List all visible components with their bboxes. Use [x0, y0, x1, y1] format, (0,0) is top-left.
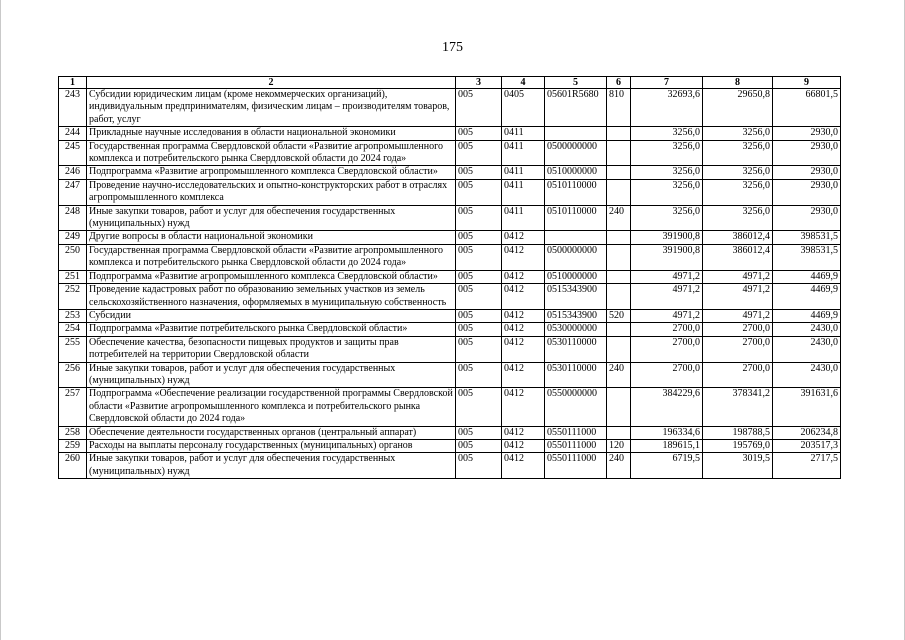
header-cell: 5 [545, 77, 607, 89]
amount-year-3-cell: 4469,9 [773, 309, 841, 322]
amount-year-1-cell: 3256,0 [631, 166, 703, 179]
item-name-cell: Подпрограмма «Обеспечение реализации государственной программы Свердловской области «Развитие агропромышленного комплекса и потребительского рынка Свердловской области до 2024 года» [87, 388, 456, 426]
amount-year-3-cell: 2930,0 [773, 205, 841, 231]
table-row [59, 205, 841, 231]
target-article-cell: 0530110000 [545, 336, 607, 362]
amount-year-2-cell: 3256,0 [703, 166, 773, 179]
header-cell: 9 [773, 77, 841, 89]
target-article-cell: 0500000000 [545, 140, 607, 166]
amount-year-2-cell: 2700,0 [703, 362, 773, 388]
expense-type-cell: 810 [607, 89, 631, 127]
expense-type-cell: 520 [607, 309, 631, 322]
expense-type-cell [607, 270, 631, 283]
row-number-cell: 256 [59, 362, 87, 388]
amount-year-3-cell: 66801,5 [773, 89, 841, 127]
expense-type-cell: 120 [607, 439, 631, 452]
section-code-cell: 0411 [502, 127, 545, 140]
row-number-cell: 244 [59, 127, 87, 140]
amount-year-3-cell: 2430,0 [773, 336, 841, 362]
row-number-cell: 252 [59, 284, 87, 310]
department-code-cell: 005 [456, 388, 502, 426]
target-article-cell: 0550111000 [545, 453, 607, 479]
row-number-cell: 254 [59, 323, 87, 336]
amount-year-2-cell: 3256,0 [703, 179, 773, 205]
target-article-cell: 0510000000 [545, 166, 607, 179]
department-code-cell: 005 [456, 362, 502, 388]
header-cell: 7 [631, 77, 703, 89]
amount-year-2-cell: 3019,5 [703, 453, 773, 479]
section-code-cell: 0412 [502, 270, 545, 283]
amount-year-2-cell: 198788,5 [703, 426, 773, 439]
amount-year-1-cell: 3256,0 [631, 205, 703, 231]
amount-year-2-cell: 2700,0 [703, 323, 773, 336]
table-header-row [59, 77, 841, 89]
department-code-cell: 005 [456, 140, 502, 166]
row-number-cell: 249 [59, 231, 87, 244]
department-code-cell: 005 [456, 127, 502, 140]
row-number-cell: 248 [59, 205, 87, 231]
item-name-cell: Субсидии юридическим лицам (кроме некоммерческих организаций), индивидуальным предпринимателям, физическим лицам – производителям товаров, работ, услуг [87, 89, 456, 127]
header-cell: 8 [703, 77, 773, 89]
amount-year-2-cell: 386012,4 [703, 231, 773, 244]
department-code-cell: 005 [456, 231, 502, 244]
amount-year-3-cell: 2930,0 [773, 166, 841, 179]
row-number-cell: 255 [59, 336, 87, 362]
table-row [59, 284, 841, 310]
row-number-cell: 259 [59, 439, 87, 452]
section-code-cell: 0405 [502, 89, 545, 127]
table-row [59, 362, 841, 388]
amount-year-3-cell: 2430,0 [773, 362, 841, 388]
item-name-cell: Иные закупки товаров, работ и услуг для обеспечения государственных (муниципальных) нужд [87, 205, 456, 231]
amount-year-1-cell: 2700,0 [631, 336, 703, 362]
table-row [59, 426, 841, 439]
amount-year-2-cell: 386012,4 [703, 244, 773, 270]
amount-year-1-cell: 4971,2 [631, 270, 703, 283]
target-article-cell: 05601R5680 [545, 89, 607, 127]
table-row [59, 336, 841, 362]
amount-year-3-cell: 4469,9 [773, 284, 841, 310]
department-code-cell: 005 [456, 179, 502, 205]
table-row [59, 127, 841, 140]
item-name-cell: Другие вопросы в области национальной экономики [87, 231, 456, 244]
expense-type-cell: 240 [607, 205, 631, 231]
page-left-edge [0, 0, 1, 640]
table-row [59, 231, 841, 244]
item-name-cell: Государственная программа Свердловской области «Развитие агропромышленного комплекса и потребительского рынка Свердловской области до 2024 года» [87, 244, 456, 270]
target-article-cell: 0515343900 [545, 309, 607, 322]
table-row [59, 89, 841, 127]
page-number: 175 [442, 40, 463, 55]
row-number-cell: 260 [59, 453, 87, 479]
section-code-cell: 0411 [502, 140, 545, 166]
expense-type-cell [607, 426, 631, 439]
row-number-cell: 246 [59, 166, 87, 179]
amount-year-3-cell: 2930,0 [773, 140, 841, 166]
amount-year-1-cell: 3256,0 [631, 179, 703, 205]
item-name-cell: Субсидии [87, 309, 456, 322]
header-cell: 3 [456, 77, 502, 89]
target-article-cell: 0530000000 [545, 323, 607, 336]
expense-type-cell [607, 284, 631, 310]
expense-type-cell [607, 323, 631, 336]
section-code-cell: 0412 [502, 426, 545, 439]
item-name-cell: Подпрограмма «Развитие агропромышленного комплекса Свердловской области» [87, 270, 456, 283]
section-code-cell: 0412 [502, 244, 545, 270]
amount-year-3-cell: 206234,8 [773, 426, 841, 439]
row-number-cell: 247 [59, 179, 87, 205]
row-number-cell: 253 [59, 309, 87, 322]
section-code-cell: 0411 [502, 179, 545, 205]
amount-year-3-cell: 2930,0 [773, 179, 841, 205]
section-code-cell: 0412 [502, 231, 545, 244]
target-article-cell: 0500000000 [545, 244, 607, 270]
amount-year-1-cell: 391900,8 [631, 244, 703, 270]
department-code-cell: 005 [456, 426, 502, 439]
amount-year-1-cell: 196334,6 [631, 426, 703, 439]
expense-type-cell: 240 [607, 453, 631, 479]
amount-year-2-cell: 29650,8 [703, 89, 773, 127]
header-cell: 6 [607, 77, 631, 89]
department-code-cell: 005 [456, 284, 502, 310]
row-number-cell: 245 [59, 140, 87, 166]
expense-type-cell [607, 179, 631, 205]
target-article-cell [545, 231, 607, 244]
amount-year-1-cell: 384229,6 [631, 388, 703, 426]
amount-year-3-cell: 398531,5 [773, 231, 841, 244]
target-article-cell [545, 127, 607, 140]
department-code-cell: 005 [456, 166, 502, 179]
item-name-cell: Проведение научно-исследовательских и опытно-конструкторских работ в отраслях агропромышленного комплекса [87, 179, 456, 205]
section-code-cell: 0412 [502, 336, 545, 362]
department-code-cell: 005 [456, 309, 502, 322]
expense-type-cell: 240 [607, 362, 631, 388]
row-number-cell: 258 [59, 426, 87, 439]
expense-type-cell [607, 388, 631, 426]
amount-year-2-cell: 3256,0 [703, 205, 773, 231]
amount-year-1-cell: 3256,0 [631, 140, 703, 166]
department-code-cell: 005 [456, 323, 502, 336]
table-row [59, 388, 841, 426]
amount-year-2-cell: 378341,2 [703, 388, 773, 426]
amount-year-3-cell: 398531,5 [773, 244, 841, 270]
department-code-cell: 005 [456, 336, 502, 362]
table-row [59, 179, 841, 205]
amount-year-1-cell: 6719,5 [631, 453, 703, 479]
amount-year-1-cell: 2700,0 [631, 362, 703, 388]
section-code-cell: 0412 [502, 323, 545, 336]
table-row [59, 166, 841, 179]
item-name-cell: Проведение кадастровых работ по образованию земельных участков из земель сельскохозяйственного назначения, оформляемых в муниципальную собственность [87, 284, 456, 310]
expense-type-cell [607, 231, 631, 244]
item-name-cell: Иные закупки товаров, работ и услуг для обеспечения государственных (муниципальных) нужд [87, 453, 456, 479]
table-row [59, 439, 841, 452]
section-code-cell: 0412 [502, 309, 545, 322]
target-article-cell: 0550000000 [545, 388, 607, 426]
department-code-cell: 005 [456, 439, 502, 452]
department-code-cell: 005 [456, 89, 502, 127]
department-code-cell: 005 [456, 453, 502, 479]
item-name-cell: Прикладные научные исследования в области национальной экономики [87, 127, 456, 140]
table-row [59, 270, 841, 283]
target-article-cell: 0550111000 [545, 439, 607, 452]
table-row [59, 140, 841, 166]
amount-year-3-cell: 2717,5 [773, 453, 841, 479]
target-article-cell: 0510000000 [545, 270, 607, 283]
amount-year-2-cell: 3256,0 [703, 140, 773, 166]
row-number-cell: 250 [59, 244, 87, 270]
item-name-cell: Расходы на выплаты персоналу государственных (муниципальных) органов [87, 439, 456, 452]
amount-year-1-cell: 3256,0 [631, 127, 703, 140]
department-code-cell: 005 [456, 244, 502, 270]
amount-year-1-cell: 32693,6 [631, 89, 703, 127]
section-code-cell: 0411 [502, 166, 545, 179]
item-name-cell: Обеспечение деятельности государственных органов (центральный аппарат) [87, 426, 456, 439]
target-article-cell: 0550111000 [545, 426, 607, 439]
row-number-cell: 243 [59, 89, 87, 127]
amount-year-3-cell: 4469,9 [773, 270, 841, 283]
item-name-cell: Подпрограмма «Развитие потребительского рынка Свердловской области» [87, 323, 456, 336]
section-code-cell: 0412 [502, 453, 545, 479]
table-row [59, 323, 841, 336]
amount-year-2-cell: 4971,2 [703, 284, 773, 310]
row-number-cell: 257 [59, 388, 87, 426]
amount-year-3-cell: 2930,0 [773, 127, 841, 140]
table-body [59, 89, 841, 479]
header-cell: 1 [59, 77, 87, 89]
amount-year-1-cell: 2700,0 [631, 323, 703, 336]
amount-year-1-cell: 189615,1 [631, 439, 703, 452]
department-code-cell: 005 [456, 205, 502, 231]
expense-type-cell [607, 166, 631, 179]
amount-year-2-cell: 3256,0 [703, 127, 773, 140]
section-code-cell: 0412 [502, 388, 545, 426]
amount-year-3-cell: 2430,0 [773, 323, 841, 336]
expense-type-cell [607, 244, 631, 270]
department-code-cell: 005 [456, 270, 502, 283]
table-row [59, 453, 841, 479]
item-name-cell: Иные закупки товаров, работ и услуг для обеспечения государственных (муниципальных) нужд [87, 362, 456, 388]
amount-year-1-cell: 391900,8 [631, 231, 703, 244]
amount-year-1-cell: 4971,2 [631, 284, 703, 310]
expense-type-cell [607, 140, 631, 166]
amount-year-2-cell: 4971,2 [703, 270, 773, 283]
section-code-cell: 0411 [502, 205, 545, 231]
item-name-cell: Государственная программа Свердловской области «Развитие агропромышленного комплекса и потребительского рынка Свердловской области до 2024 года» [87, 140, 456, 166]
header-cell: 2 [87, 77, 456, 89]
target-article-cell: 0510110000 [545, 205, 607, 231]
amount-year-2-cell: 2700,0 [703, 336, 773, 362]
table-row [59, 309, 841, 322]
expense-type-cell [607, 127, 631, 140]
amount-year-2-cell: 4971,2 [703, 309, 773, 322]
section-code-cell: 0412 [502, 362, 545, 388]
header-cell: 4 [502, 77, 545, 89]
row-number-cell: 251 [59, 270, 87, 283]
amount-year-2-cell: 195769,0 [703, 439, 773, 452]
target-article-cell: 0515343900 [545, 284, 607, 310]
amount-year-3-cell: 203517,3 [773, 439, 841, 452]
item-name-cell: Обеспечение качества, безопасности пищевых продуктов и защиты прав потребителей на территории Свердловской области [87, 336, 456, 362]
section-code-cell: 0412 [502, 284, 545, 310]
expense-type-cell [607, 336, 631, 362]
budget-table [58, 76, 841, 479]
target-article-cell: 0530110000 [545, 362, 607, 388]
section-code-cell: 0412 [502, 439, 545, 452]
amount-year-3-cell: 391631,6 [773, 388, 841, 426]
target-article-cell: 0510110000 [545, 179, 607, 205]
amount-year-1-cell: 4971,2 [631, 309, 703, 322]
item-name-cell: Подпрограмма «Развитие агропромышленного комплекса Свердловской области» [87, 166, 456, 179]
table-row [59, 244, 841, 270]
